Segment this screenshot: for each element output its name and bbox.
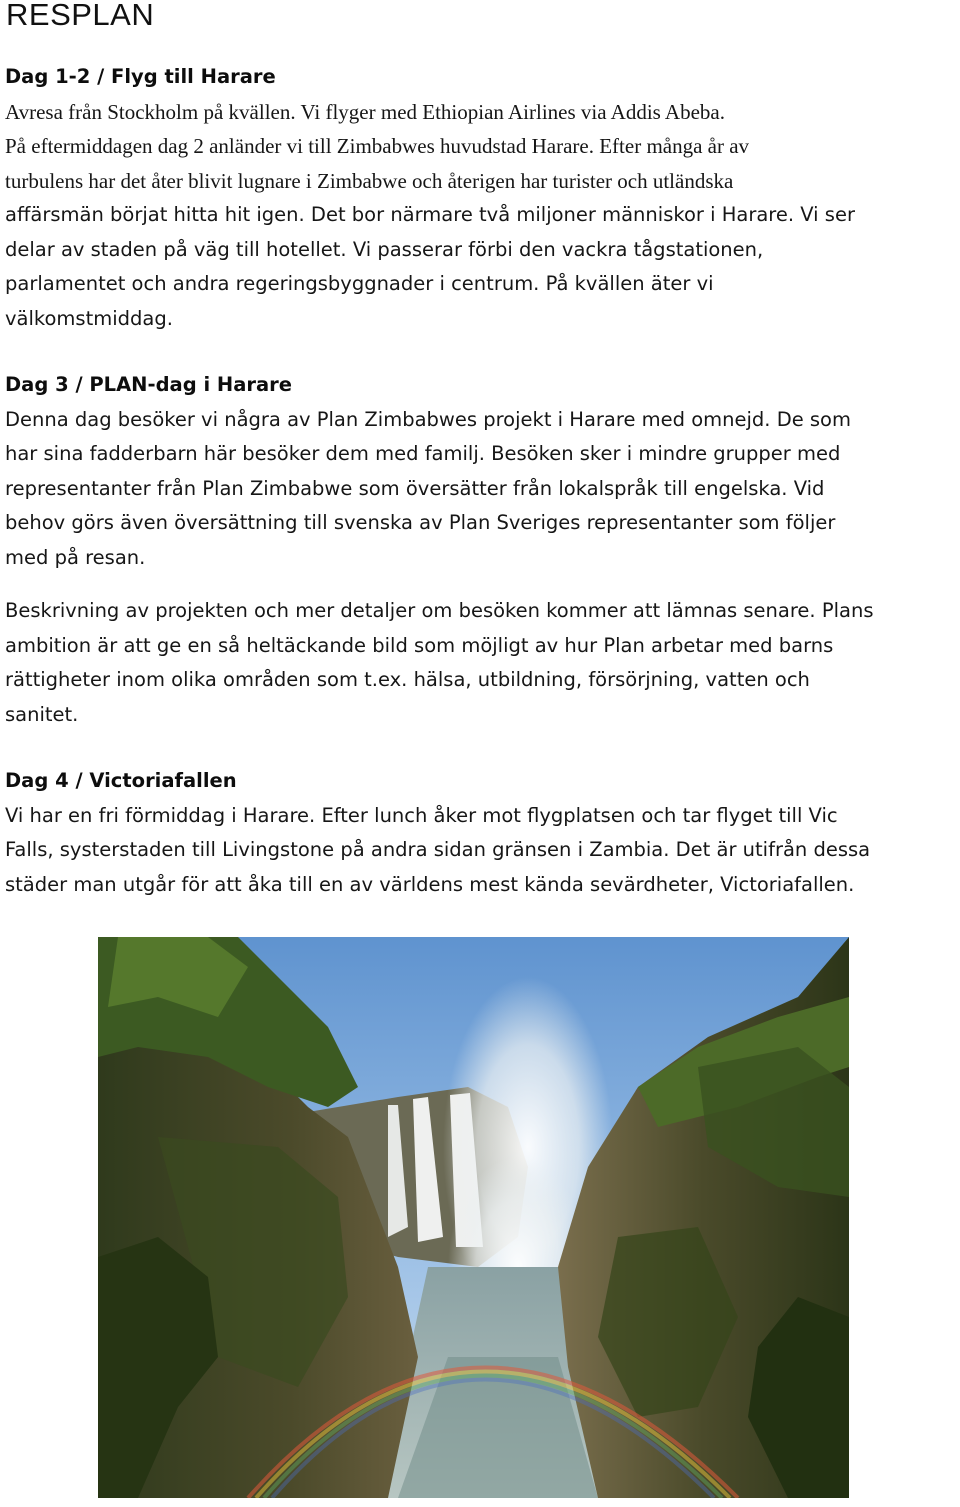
body-line: sanitet. [5, 702, 79, 726]
body-line: Falls, systerstaden till Livingstone på andra sidan gränsen i Zambia. Det är utifrån dessa [5, 838, 871, 861]
body-line: Beskrivning av projekten och mer detaljer om besöken kommer att lämnas senare. Plans [5, 599, 874, 622]
body-line: parlamentet och andra regeringsbyggnader i centrum. På kvällen äter vi [5, 272, 714, 295]
body-line: har sina fadderbarn här besöker dem med familj. Besöken sker i mindre grupper med [5, 442, 841, 465]
body-line: välkomstmiddag. [5, 306, 173, 330]
section-dag-3 [5, 368, 957, 575]
section-dag-4 [5, 764, 957, 902]
body-line: rättigheter inom olika områden som t.ex. hälsa, utbildning, försörjning, vatten och [5, 668, 810, 691]
section-heading: Dag 1-2 / Flyg till Harare [5, 65, 276, 88]
body-line: med på resan. [5, 545, 146, 569]
body-line: delar av staden på väg till hotellet. Vi passerar förbi den vackra tågstationen, [5, 237, 764, 261]
body-line: ambition är att ge en så heltäckande bild som möjligt av hur Plan arbetar med barns [5, 633, 834, 657]
body-line: På eftermiddagen dag 2 anländer vi till Zimbabwes huvudstad Harare. Efter många år av [5, 134, 750, 158]
body-line: turbulens har det åter blivit lugnare i Zimbabwe och återigen har turister och utländska [5, 168, 734, 193]
section-heading: Dag 4 / Victoriafallen [5, 769, 237, 792]
section-dag-1-2-continued [5, 198, 957, 336]
body-line: Avresa från Stockholm på kvällen. Vi flyger med Ethiopian Airlines via Addis Abeba. [5, 99, 725, 124]
section-dag-3-paragraph-2 [5, 594, 957, 732]
section-dag-1-2 [5, 60, 957, 198]
victoria-falls-photo [98, 937, 849, 1498]
body-line: Vi har en fri förmiddag i Harare. Efter lunch åker mot flygplatsen och tar flyget till Vic [5, 803, 838, 827]
section-heading: Dag 3 / PLAN-dag i Harare [5, 373, 293, 396]
document-title: RESPLAN [6, 0, 155, 32]
body-line: behov görs även översättning till svenska av Plan Sveriges representanter som följer [5, 511, 836, 534]
body-line: affärsmän börjat hitta hit igen. Det bor närmare två miljoner människor i Harare. Vi ser [5, 203, 855, 226]
body-line: Denna dag besöker vi några av Plan Zimbabwes projekt i Harare med omnejd. De som [5, 407, 851, 431]
body-line: representanter från Plan Zimbabwe som översätter från lokalspråk till engelska. Vid [5, 476, 825, 500]
body-line: städer man utgår för att åka till en av världens mest kända sevärdheter, Victoriafallen. [5, 872, 855, 896]
